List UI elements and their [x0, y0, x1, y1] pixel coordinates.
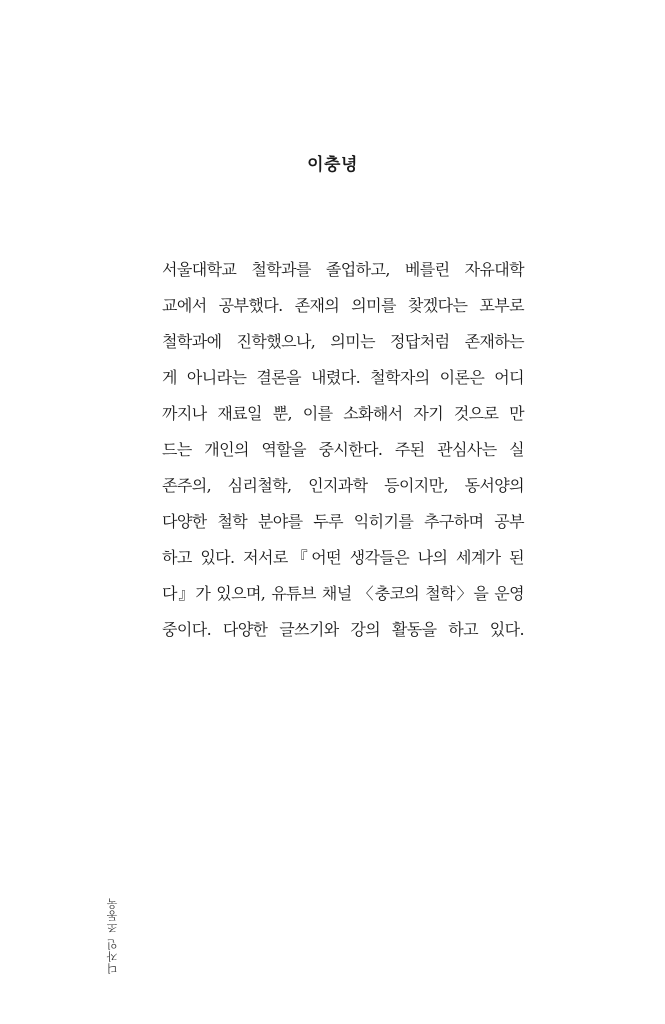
- author-bio: [162, 252, 524, 648]
- bio-line: 까지나 재료일 뿐, 이를 소화해서 자기 것으로 만: [162, 404, 524, 423]
- design-credit: 디자인 조동욱: [106, 897, 119, 974]
- bio-line: 교에서 공부했다. 존재의 의미를 찾겠다는 포부로: [162, 296, 524, 315]
- bio-line: 서울대학교 철학과를 졸업하고, 베를린 자유대학: [162, 260, 524, 279]
- bio-line: 다양한 철학 분야를 두루 익히기를 추구하며 공부: [162, 512, 524, 531]
- bio-line: 존주의, 심리철학, 인지과학 등이지만, 동서양의: [162, 476, 524, 495]
- bio-line: 게 아니라는 결론을 내렸다. 철학자의 이론은 어디: [162, 368, 524, 387]
- bio-line: 다』가 있으며, 유튜브 채널 〈충코의 철학〉을 운영: [162, 584, 524, 603]
- bio-line: 중이다. 다양한 글쓰기와 강의 활동을 하고 있다.: [162, 620, 524, 639]
- bio-line: 철학과에 진학했으나, 의미는 정답처럼 존재하는: [162, 332, 524, 351]
- bio-line: 드는 개인의 역할을 중시한다. 주된 관심사는 실: [162, 440, 524, 459]
- author-name: 이충녕: [307, 155, 358, 175]
- bio-line: 하고 있다. 저서로『어떤 생각들은 나의 세계가 된: [162, 548, 524, 567]
